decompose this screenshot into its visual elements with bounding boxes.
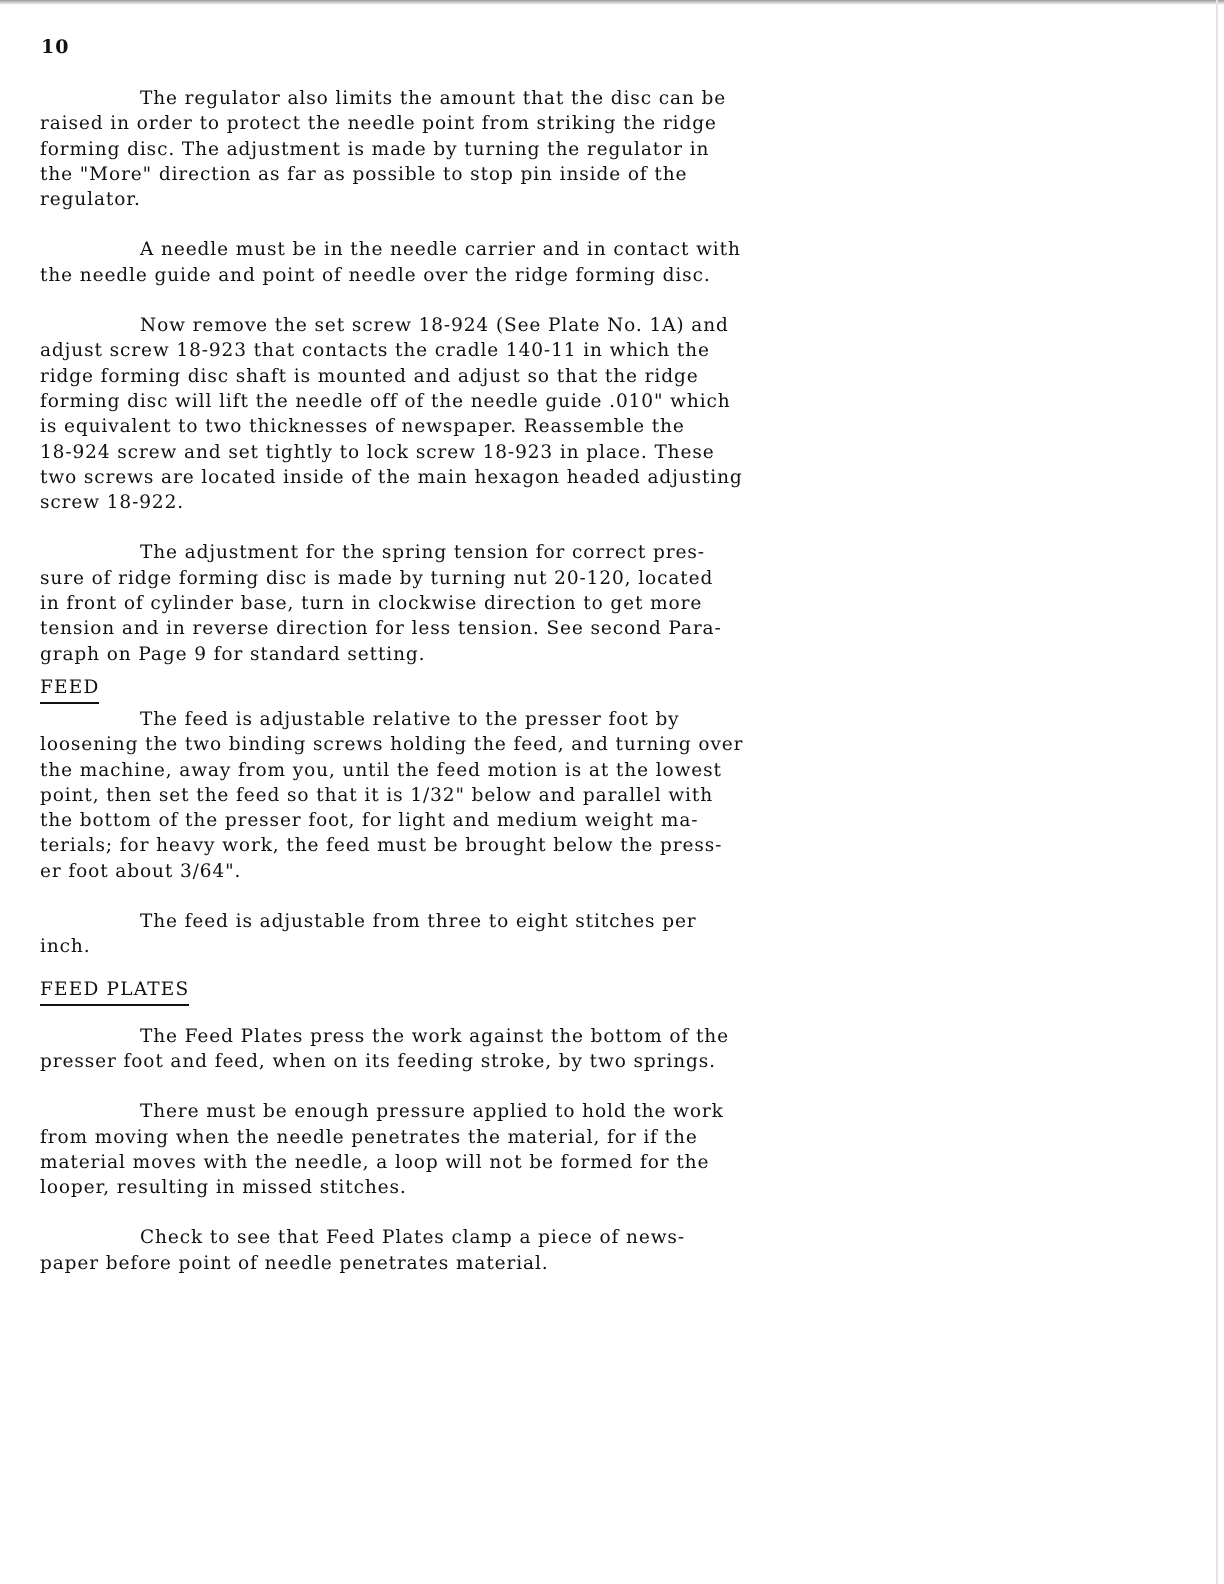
paragraph-check-clamp: [40, 1225, 800, 1276]
text-line: presser foot and feed, when on its feeding stroke, by two springs.: [40, 1050, 716, 1072]
text-line: raised in order to protect the needle point from striking the ridge: [40, 113, 717, 135]
feed-heading: FEED: [40, 676, 99, 704]
text-line: point, then set the feed so that it is 1/32" below and parallel with: [40, 784, 714, 806]
text-line: ridge forming disc shaft is mounted and adjust so that the ridge: [40, 365, 699, 387]
text-line: forming disc will lift the needle off of the needle guide .010" which: [40, 390, 731, 412]
text-line: paper before point of needle penetrates material.: [40, 1252, 549, 1274]
paragraph-enough-pressure: [40, 1099, 800, 1200]
text-line: the needle guide and point of needle over the ridge forming disc.: [40, 264, 711, 286]
text-line: adjust screw 18-923 that contacts the cradle 140-11 in which the: [40, 340, 710, 362]
text-line: screw 18-922.: [40, 492, 185, 514]
text-line: inch.: [40, 936, 91, 958]
text-line: loosening the two binding screws holding the feed, and turning over: [40, 734, 744, 756]
text-line: regulator.: [40, 189, 141, 211]
text-line: The feed is adjustable from three to eight stitches per: [140, 911, 697, 933]
text-line: forming disc. The adjustment is made by turning the regulator in: [40, 138, 710, 160]
paragraph-regulator-limit: [40, 86, 800, 212]
text-line: is equivalent to two thicknesses of newspaper. Reassemble the: [40, 416, 685, 438]
right-edge-rule: [1216, 0, 1218, 1584]
text-line: There must be enough pressure applied to hold the work: [140, 1101, 724, 1123]
paragraph-needle-carrier: [40, 237, 800, 288]
text-line: from moving when the needle penetrates the material, for if the: [40, 1126, 698, 1148]
feed-plates-heading: FEED PLATES: [40, 978, 189, 1006]
text-line: looper, resulting in missed stitches.: [40, 1177, 407, 1199]
text-line: tension and in reverse direction for less tension. See second Para-: [40, 618, 722, 640]
page-body: [40, 86, 800, 1276]
paragraph-feed-plates-press: [40, 1024, 800, 1075]
paragraph-stitches-per-inch: [40, 909, 800, 960]
text-line: 18-924 screw and set tightly to lock screw 18-923 in place. These: [40, 441, 715, 463]
text-line: in front of cylinder base, turn in clockwise direction to get more: [40, 593, 703, 615]
text-line: material moves with the needle, a loop will not be formed for the: [40, 1151, 710, 1173]
paragraph-set-screw: [40, 313, 800, 515]
page-number: 10: [41, 36, 70, 58]
text-line: A needle must be in the needle carrier and in contact with: [140, 239, 741, 261]
feed-plates-section-heading-wrap: [40, 978, 800, 1006]
text-line: er foot about 3/64".: [40, 860, 242, 882]
text-line: graph on Page 9 for standard setting.: [40, 643, 426, 665]
text-line: The feed is adjustable relative to the presser foot by: [140, 708, 680, 730]
text-line: The regulator also limits the amount that the disc can be: [140, 88, 727, 109]
text-line: sure of ridge forming disc is made by turning nut 20-120, located: [40, 567, 714, 589]
text-line: the "More" direction as far as possible to stop pin inside of the: [40, 163, 688, 185]
feed-section-heading-wrap: [40, 676, 800, 704]
paragraph-spring-tension: [40, 540, 800, 666]
top-edge-rule: [0, 0, 1224, 5]
text-line: the bottom of the presser foot, for light and medium weight ma-: [40, 810, 699, 832]
paragraph-feed-adjustment: [40, 707, 800, 884]
text-line: terials; for heavy work, the feed must be brought below the press-: [40, 835, 723, 857]
text-line: two screws are located inside of the main hexagon headed adjusting: [40, 466, 743, 488]
text-line: the machine, away from you, until the feed motion is at the lowest: [40, 759, 722, 781]
text-line: The adjustment for the spring tension for correct pres-: [140, 542, 705, 564]
text-line: Now remove the set screw 18-924 (See Plate No. 1A) and: [140, 315, 729, 337]
text-line: Check to see that Feed Plates clamp a piece of news-: [140, 1227, 685, 1249]
text-line: The Feed Plates press the work against the bottom of the: [140, 1025, 729, 1047]
